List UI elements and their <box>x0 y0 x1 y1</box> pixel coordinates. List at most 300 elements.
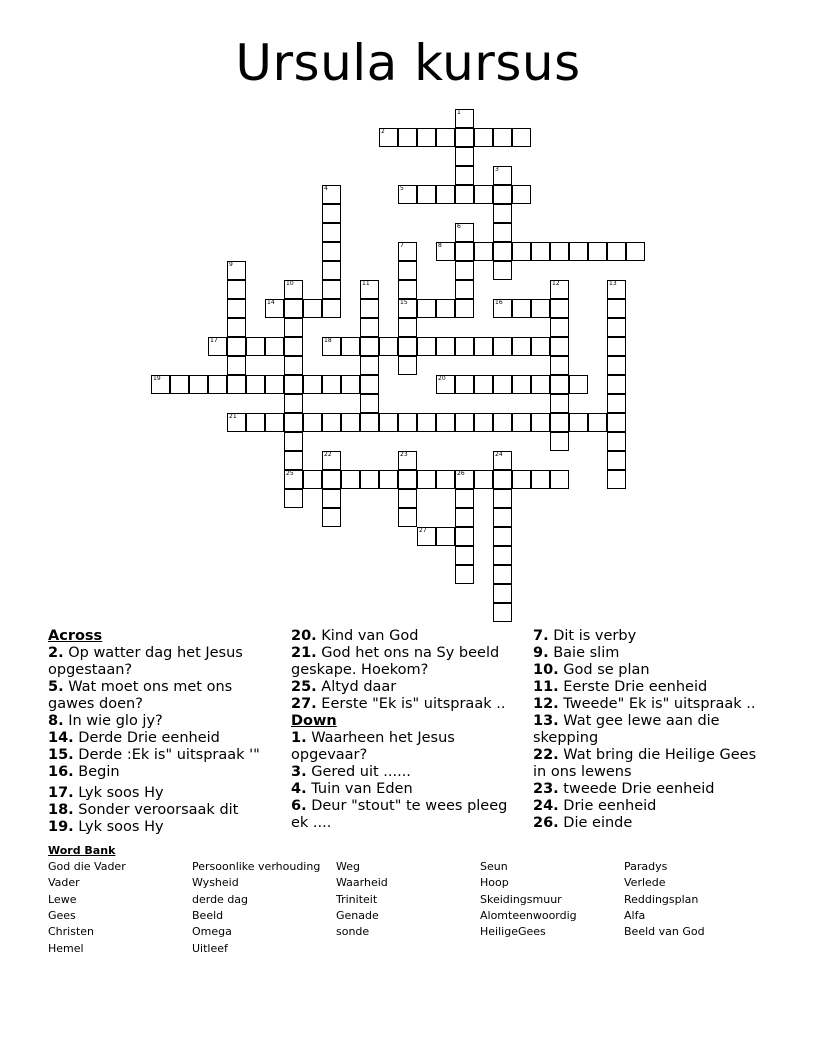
grid-cell[interactable] <box>284 337 303 356</box>
grid-cell[interactable] <box>493 261 512 280</box>
grid-cell[interactable] <box>455 242 474 261</box>
across-clue <box>48 679 283 713</box>
clue-num: 15. <box>48 747 74 763</box>
grid-cell[interactable] <box>265 375 284 394</box>
word-bank-item: Uitleef <box>192 941 228 955</box>
grid-cell[interactable] <box>360 413 379 432</box>
grid-cell[interactable] <box>493 337 512 356</box>
grid-cell[interactable] <box>322 242 341 261</box>
grid-cell[interactable] <box>474 470 493 489</box>
grid-cell[interactable] <box>607 413 626 432</box>
clue-num: 22. <box>533 747 559 763</box>
grid-cell[interactable] <box>531 242 550 261</box>
grid-cell[interactable] <box>227 375 246 394</box>
clue-text: Eerste "Ek is" uitspraak .. <box>316 696 506 712</box>
clue-column-1 <box>48 628 283 836</box>
grid-cell[interactable] <box>398 451 417 470</box>
grid-cell[interactable] <box>322 185 341 204</box>
clue-num: 5. <box>48 679 64 695</box>
clue-num: 6. <box>291 798 307 814</box>
grid-cell[interactable] <box>607 318 626 337</box>
across-clue <box>291 696 521 713</box>
word-bank-item: Persoonlike verhouding <box>192 860 321 873</box>
grid-cell[interactable] <box>398 337 417 356</box>
clue-number: 6 <box>457 223 461 230</box>
grid-cell[interactable] <box>322 337 341 356</box>
grid-cell[interactable] <box>284 394 303 413</box>
grid-cell[interactable] <box>455 261 474 280</box>
grid-cell[interactable] <box>455 166 474 185</box>
clue-number: 7 <box>400 242 404 249</box>
grid-cell[interactable] <box>531 470 550 489</box>
grid-cell[interactable] <box>493 166 512 185</box>
grid-cell[interactable] <box>398 280 417 299</box>
grid-cell[interactable] <box>360 299 379 318</box>
grid-cell[interactable] <box>284 318 303 337</box>
grid-cell[interactable] <box>246 337 265 356</box>
grid-cell[interactable] <box>303 299 322 318</box>
grid-cell[interactable] <box>607 375 626 394</box>
grid-cell[interactable] <box>151 375 170 394</box>
grid-cell[interactable] <box>208 375 227 394</box>
clue-num: 1. <box>291 730 307 746</box>
clue-text: Lyk soos Hy <box>73 785 164 801</box>
grid-cell[interactable] <box>398 261 417 280</box>
clue-num: 3. <box>291 764 307 780</box>
grid-cell[interactable] <box>626 242 645 261</box>
grid-cell[interactable] <box>455 280 474 299</box>
grid-cell[interactable] <box>379 470 398 489</box>
grid-cell[interactable] <box>303 375 322 394</box>
grid-cell[interactable] <box>303 413 322 432</box>
clue-number: 27 <box>419 527 427 534</box>
grid-cell[interactable] <box>455 109 474 128</box>
word-bank-item: Paradys <box>624 860 668 873</box>
grid-cell[interactable] <box>417 413 436 432</box>
grid-cell[interactable] <box>512 375 531 394</box>
grid-cell[interactable] <box>284 356 303 375</box>
grid-cell[interactable] <box>550 242 569 261</box>
word-bank-item: Seun <box>480 860 508 873</box>
clue-number: 2 <box>381 128 385 135</box>
clue-text: God se plan <box>558 662 650 678</box>
grid-cell[interactable] <box>455 470 474 489</box>
grid-cell[interactable] <box>322 204 341 223</box>
word-bank-item: HeiligeGees <box>480 925 546 939</box>
grid-cell[interactable] <box>170 375 189 394</box>
grid-cell[interactable] <box>398 413 417 432</box>
grid-cell[interactable] <box>474 128 493 147</box>
clue-num: 13. <box>533 713 559 729</box>
grid-cell[interactable] <box>284 451 303 470</box>
grid-cell[interactable] <box>455 527 474 546</box>
clue-text: Drie eenheid <box>558 798 657 814</box>
grid-cell[interactable] <box>455 375 474 394</box>
grid-cell[interactable] <box>550 299 569 318</box>
grid-cell[interactable] <box>455 147 474 166</box>
grid-cell[interactable] <box>436 299 455 318</box>
word-bank-item: sonde <box>336 925 370 939</box>
grid-cell[interactable] <box>284 489 303 508</box>
grid-cell[interactable] <box>360 470 379 489</box>
clue-num: 9. <box>533 645 549 661</box>
grid-cell[interactable] <box>493 375 512 394</box>
grid-cell[interactable] <box>588 413 607 432</box>
grid-cell[interactable] <box>455 413 474 432</box>
clue-num: 20. <box>291 628 317 644</box>
grid-cell[interactable] <box>569 242 588 261</box>
word-bank-item: Verlede <box>624 876 666 890</box>
grid-cell[interactable] <box>322 451 341 470</box>
grid-cell[interactable] <box>417 128 436 147</box>
grid-cell[interactable] <box>493 451 512 470</box>
grid-cell[interactable] <box>341 413 360 432</box>
clue-text: God het ons na Sy beeld geskape. Hoekom? <box>291 645 500 678</box>
grid-cell[interactable] <box>227 318 246 337</box>
grid-cell[interactable] <box>550 432 569 451</box>
clue-text: Op watter dag het Jesus opgestaan? <box>48 645 243 678</box>
grid-cell[interactable] <box>436 185 455 204</box>
grid-cell[interactable] <box>436 337 455 356</box>
grid-cell[interactable] <box>607 432 626 451</box>
clue-number: 14 <box>267 299 275 306</box>
down-clue <box>533 747 768 781</box>
grid-cell[interactable] <box>512 242 531 261</box>
grid-cell[interactable] <box>360 356 379 375</box>
grid-cell[interactable] <box>398 299 417 318</box>
grid-cell[interactable] <box>284 299 303 318</box>
clue-text: tweede Drie eenheid <box>558 781 715 797</box>
grid-cell[interactable] <box>455 565 474 584</box>
across-header: Across <box>48 628 103 644</box>
clue-num: 8. <box>48 713 64 729</box>
clue-text: In wie glo jy? <box>63 713 163 729</box>
word-bank-item: Lewe <box>48 892 77 906</box>
grid-cell[interactable] <box>436 413 455 432</box>
grid-cell[interactable] <box>379 128 398 147</box>
clue-num: 12. <box>533 696 559 712</box>
grid-cell[interactable] <box>588 242 607 261</box>
clue-column-2 <box>291 628 521 832</box>
grid-cell[interactable] <box>360 318 379 337</box>
clue-number: 12 <box>552 280 560 287</box>
grid-cell[interactable] <box>455 128 474 147</box>
word-bank-item: Christen <box>48 925 95 939</box>
clue-num: 26. <box>533 815 559 831</box>
grid-cell[interactable] <box>360 337 379 356</box>
clue-number: 3 <box>495 166 499 173</box>
grid-cell[interactable] <box>455 185 474 204</box>
grid-cell[interactable] <box>360 394 379 413</box>
puzzle-title: Ursula kursus <box>235 34 581 92</box>
grid-cell[interactable] <box>493 546 512 565</box>
grid-cell[interactable] <box>512 299 531 318</box>
grid-cell[interactable] <box>417 299 436 318</box>
clue-text: Sonder veroorsaak dit <box>73 802 239 818</box>
grid-cell[interactable] <box>417 470 436 489</box>
grid-cell[interactable] <box>417 527 436 546</box>
grid-cell[interactable] <box>512 413 531 432</box>
grid-cell[interactable] <box>436 128 455 147</box>
clue-num: 4. <box>291 781 307 797</box>
grid-cell[interactable] <box>607 394 626 413</box>
grid-cell[interactable] <box>550 413 569 432</box>
grid-cell[interactable] <box>246 375 265 394</box>
clue-text: Eerste Drie eenheid <box>558 679 708 695</box>
down-clue <box>533 713 768 747</box>
clue-text: Derde Drie eenheid <box>73 730 220 746</box>
grid-cell[interactable] <box>227 261 246 280</box>
grid-cell[interactable] <box>493 413 512 432</box>
grid-cell[interactable] <box>493 242 512 261</box>
grid-cell[interactable] <box>398 242 417 261</box>
clue-number: 16 <box>495 299 503 306</box>
grid-cell[interactable] <box>531 413 550 432</box>
clue-text: Begin <box>73 764 120 780</box>
across-clue <box>48 785 283 802</box>
grid-cell[interactable] <box>569 413 588 432</box>
word-bank-item: Weg <box>336 860 360 873</box>
clue-text: Wat gee lewe aan die skepping <box>533 713 720 746</box>
grid-cell[interactable] <box>265 299 284 318</box>
grid-cell[interactable] <box>455 546 474 565</box>
grid-cell[interactable] <box>493 603 512 622</box>
clue-number: 22 <box>324 451 332 458</box>
grid-cell[interactable] <box>398 128 417 147</box>
grid-cell[interactable] <box>607 337 626 356</box>
clue-number: 8 <box>438 242 442 249</box>
word-bank-item: Gees <box>48 908 76 922</box>
down-clue <box>533 696 768 713</box>
word-bank-item: Genade <box>336 908 379 922</box>
grid-cell[interactable] <box>227 337 246 356</box>
grid-cell[interactable] <box>493 185 512 204</box>
clue-number: 13 <box>609 280 617 287</box>
grid-cell[interactable] <box>512 337 531 356</box>
grid-cell[interactable] <box>341 375 360 394</box>
down-clue <box>533 815 768 832</box>
word-bank <box>48 844 705 955</box>
grid-cell[interactable] <box>189 375 208 394</box>
grid-cell[interactable] <box>322 489 341 508</box>
grid-cell[interactable] <box>284 280 303 299</box>
grid-cell[interactable] <box>322 508 341 527</box>
grid-cell[interactable] <box>322 470 341 489</box>
grid-cell[interactable] <box>455 299 474 318</box>
clue-num: 14. <box>48 730 74 746</box>
grid-cell[interactable] <box>284 470 303 489</box>
grid-cell[interactable] <box>322 261 341 280</box>
grid-cell[interactable] <box>474 375 493 394</box>
word-bank-item: Vader <box>48 876 80 890</box>
grid-cell[interactable] <box>284 375 303 394</box>
clue-num: 17. <box>48 785 74 801</box>
clue-num: 19. <box>48 819 74 835</box>
grid-cell[interactable] <box>550 470 569 489</box>
grid-cell[interactable] <box>341 470 360 489</box>
clue-text: Wat bring die Heilige Gees in ons lewens <box>533 747 757 780</box>
word-bank-item: Hoop <box>480 876 509 890</box>
grid-cell[interactable] <box>607 280 626 299</box>
grid-cell[interactable] <box>474 413 493 432</box>
grid-cell[interactable] <box>569 375 588 394</box>
grid-cell[interactable] <box>398 470 417 489</box>
clue-text: Dit is verby <box>548 628 637 644</box>
grid-cell[interactable] <box>550 337 569 356</box>
grid-cell[interactable] <box>227 413 246 432</box>
grid-cell[interactable] <box>493 584 512 603</box>
down-clue <box>533 798 768 815</box>
clue-num: 25. <box>291 679 317 695</box>
grid-cell[interactable] <box>455 489 474 508</box>
across-clue <box>291 645 521 679</box>
clue-number: 24 <box>495 451 503 458</box>
clue-num: 23. <box>533 781 559 797</box>
grid-cell[interactable] <box>322 413 341 432</box>
clue-number: 5 <box>400 185 404 192</box>
grid-cell[interactable] <box>436 375 455 394</box>
clue-number: 11 <box>362 280 370 287</box>
grid-cell[interactable] <box>493 204 512 223</box>
word-bank-item: Alomteenwoordig <box>480 908 577 922</box>
grid-cell[interactable] <box>607 470 626 489</box>
grid-cell[interactable] <box>398 356 417 375</box>
grid-cell[interactable] <box>284 413 303 432</box>
grid-cell[interactable] <box>417 337 436 356</box>
grid-cell[interactable] <box>398 185 417 204</box>
across-clue <box>48 819 283 836</box>
grid-cell[interactable] <box>265 413 284 432</box>
across-clue <box>291 679 521 696</box>
grid-cell[interactable] <box>227 299 246 318</box>
grid-cell[interactable] <box>493 508 512 527</box>
grid-cell[interactable] <box>436 242 455 261</box>
clue-text: Lyk soos Hy <box>73 819 164 835</box>
grid-cell[interactable] <box>208 337 227 356</box>
word-bank-item: Wysheid <box>192 876 239 890</box>
across-clue <box>48 713 283 730</box>
clue-number: 21 <box>229 413 237 420</box>
clue-text: Die einde <box>558 815 633 831</box>
clue-column-3 <box>533 628 768 832</box>
word-bank-item: Beeld <box>192 908 224 922</box>
grid-cell[interactable] <box>227 280 246 299</box>
clue-number: 19 <box>153 375 161 382</box>
across-clue <box>48 645 283 679</box>
grid-cell[interactable] <box>284 432 303 451</box>
grid-cell[interactable] <box>322 375 341 394</box>
clue-number: 4 <box>324 185 328 192</box>
grid-cell[interactable] <box>493 470 512 489</box>
grid-cell[interactable] <box>607 242 626 261</box>
grid-cell[interactable] <box>360 375 379 394</box>
across-clue <box>48 802 283 819</box>
grid-cell[interactable] <box>474 242 493 261</box>
grid-cell[interactable] <box>493 489 512 508</box>
clue-num: 21. <box>291 645 317 661</box>
across-clue <box>291 628 521 645</box>
grid-cell[interactable] <box>455 337 474 356</box>
down-clue <box>291 730 521 764</box>
grid-cell[interactable] <box>341 337 360 356</box>
grid-cell[interactable] <box>512 470 531 489</box>
grid-cell[interactable] <box>550 318 569 337</box>
word-bank-item: Beeld van God <box>624 925 705 939</box>
word-bank-item: Hemel <box>48 941 84 955</box>
word-bank-item: Alfa <box>624 908 646 922</box>
down-clue <box>291 764 521 781</box>
clue-num: 16. <box>48 764 74 780</box>
grid-cell[interactable] <box>322 280 341 299</box>
grid-cell[interactable] <box>227 356 246 375</box>
grid-cell[interactable] <box>607 451 626 470</box>
clue-number: 1 <box>457 109 461 116</box>
grid-cell[interactable] <box>607 299 626 318</box>
grid-cell[interactable] <box>417 185 436 204</box>
grid-cell[interactable] <box>436 527 455 546</box>
grid-cell[interactable] <box>398 318 417 337</box>
grid-cell[interactable] <box>493 128 512 147</box>
down-clue <box>291 781 521 798</box>
grid-cell[interactable] <box>474 337 493 356</box>
grid-cell[interactable] <box>303 470 322 489</box>
across-clue <box>48 764 283 781</box>
grid-cell[interactable] <box>322 299 341 318</box>
grid-cell[interactable] <box>455 223 474 242</box>
clue-number: 17 <box>210 337 218 344</box>
grid-cell[interactable] <box>493 223 512 242</box>
clue-text: Wat moet ons met ons gawes doen? <box>48 679 233 712</box>
clue-text: Kind van God <box>316 628 419 644</box>
grid-cell[interactable] <box>322 223 341 242</box>
grid-cell[interactable] <box>512 185 531 204</box>
grid-cell[interactable] <box>265 337 284 356</box>
clue-num: 18. <box>48 802 74 818</box>
grid-cell[interactable] <box>607 356 626 375</box>
grid-cell[interactable] <box>436 470 455 489</box>
word-bank-item: Omega <box>192 925 232 939</box>
grid-cell[interactable] <box>550 280 569 299</box>
grid-cell[interactable] <box>531 337 550 356</box>
word-bank-item: God die Vader <box>48 860 126 873</box>
across-clue <box>48 747 283 764</box>
clue-num: 2. <box>48 645 64 661</box>
grid-cell[interactable] <box>493 565 512 584</box>
grid-cell[interactable] <box>550 375 569 394</box>
clue-number: 20 <box>438 375 446 382</box>
grid-cell[interactable] <box>512 128 531 147</box>
grid-cell[interactable] <box>379 413 398 432</box>
grid-cell[interactable] <box>360 280 379 299</box>
across-clue <box>48 730 283 747</box>
grid-cell[interactable] <box>398 489 417 508</box>
clue-number: 9 <box>229 261 233 268</box>
grid-cell[interactable] <box>550 394 569 413</box>
grid-cell[interactable] <box>246 413 265 432</box>
grid-cell[interactable] <box>379 337 398 356</box>
grid-cell[interactable] <box>531 375 550 394</box>
grid-cell[interactable] <box>493 299 512 318</box>
clue-text: Tweede" Ek is" uitspraak .. <box>558 696 756 712</box>
clue-text: Baie slim <box>548 645 620 661</box>
clue-number: 10 <box>286 280 294 287</box>
grid-cell[interactable] <box>455 508 474 527</box>
grid-cell[interactable] <box>474 185 493 204</box>
grid-cell[interactable] <box>493 527 512 546</box>
grid-cell[interactable] <box>550 356 569 375</box>
grid-cell[interactable] <box>531 299 550 318</box>
grid-cell[interactable] <box>398 508 417 527</box>
